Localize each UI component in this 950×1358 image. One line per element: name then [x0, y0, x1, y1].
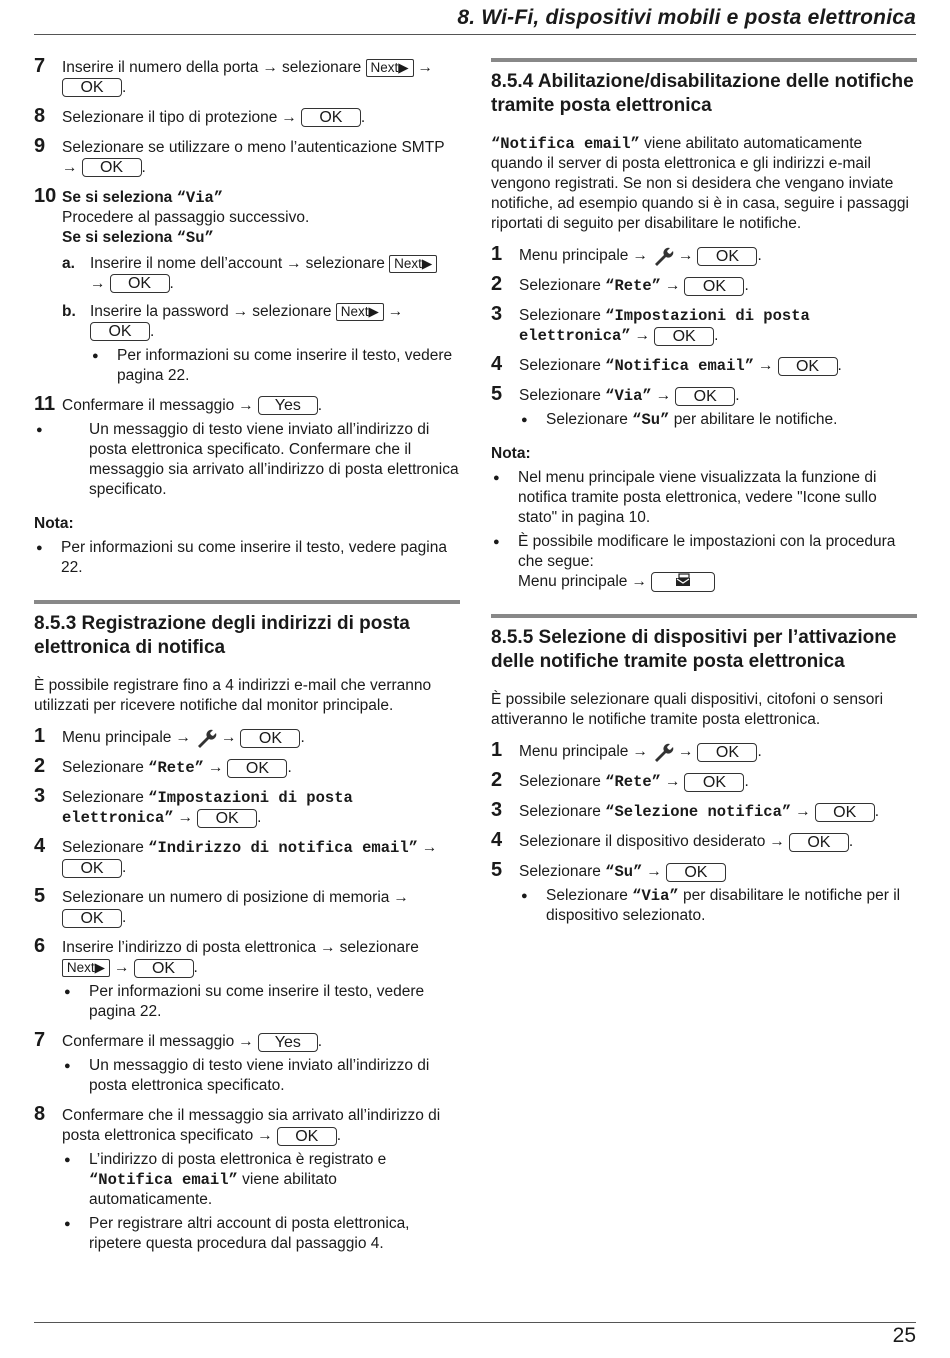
- bullet-item: ● Un messaggio di testo viene inviato all’indirizzo di posta elettronica specificato.: [62, 1056, 460, 1096]
- arrow-icon: →: [320, 939, 336, 957]
- step-text: Inserire l’indirizzo di posta elettronica: [62, 939, 317, 957]
- step-text: Selezionare: [519, 277, 601, 295]
- step-3: 3 Selezionare “Impostazioni di posta elettronica” → OK .: [491, 303, 810, 346]
- step-number: 11: [34, 393, 56, 415]
- substep-a: a. Inserire il nome dell’account → selezionare Next▶ → OK .: [62, 254, 460, 294]
- step-text: Selezionare: [519, 863, 601, 881]
- ok-key: OK: [675, 387, 735, 406]
- page-header-title: 8. Wi-Fi, dispositivi mobili e posta elettronica: [457, 6, 916, 29]
- option-value: “Notifica email”: [491, 135, 640, 153]
- step-text: Selezionare: [519, 773, 601, 791]
- note-label: Nota:: [491, 445, 531, 463]
- step-text: Selezionare: [62, 789, 144, 807]
- section-intro: [491, 134, 917, 234]
- option-value: “Via”: [176, 189, 224, 207]
- section-heading-855: 8.5.5 Selezione di dispositivi per l’attivazione delle notifiche tramite posta elettronica: [491, 627, 897, 673]
- ok-key: OK: [197, 809, 257, 828]
- bullet-text: per disabilitare le notifiche per il dispositivo selezionato.: [546, 887, 901, 925]
- option-value: “Selezione notifica”: [605, 803, 792, 822]
- ok-key: OK: [62, 909, 122, 928]
- left-column: [34, 55, 460, 1264]
- arrow-icon: →: [175, 729, 191, 747]
- substep-letter: a.: [62, 255, 75, 272]
- step-8: 8 Selezionare il tipo di protezione → OK .: [34, 105, 366, 127]
- ok-key: OK: [227, 759, 287, 778]
- step-text: Selezionare: [519, 387, 601, 405]
- ok-key: OK: [82, 158, 142, 177]
- next-key: Next▶: [366, 59, 414, 77]
- substep-letter: b.: [62, 303, 76, 320]
- step-number: 8: [34, 105, 46, 127]
- bullet-text: Menu principale: [518, 573, 628, 591]
- ok-key: OK: [684, 277, 744, 296]
- arrow-icon: →: [677, 247, 694, 265]
- section-intro: È possibile selezionare quali dispositivi, citofoni o sensori attiveranno le notifiche tramite posta elettronica.: [491, 691, 884, 729]
- bullet-item: [34, 420, 460, 500]
- ok-key: OK: [62, 78, 122, 97]
- next-key: Next▶: [62, 959, 110, 977]
- step-number: 2: [491, 769, 503, 792]
- bullet-item: ● Per informazioni su come inserire il testo, vedere pagina 22.: [62, 982, 460, 1022]
- step-number: 5: [34, 885, 46, 908]
- option-value: “Su”: [605, 863, 643, 882]
- bullet-item: [519, 410, 917, 430]
- right-column: [491, 58, 917, 936]
- step-number: 8: [34, 1103, 46, 1126]
- step-3: 3 Selezionare “Impostazioni di posta elettronica” → OK .: [34, 785, 353, 828]
- bullet-item: ● Per informazioni su come inserire il testo, vedere pagina 22.: [90, 346, 460, 386]
- arrow-icon: →: [238, 1033, 254, 1051]
- note-label: Nota:: [34, 515, 74, 532]
- step-number: 5: [491, 383, 503, 406]
- step-9: 9 Selezionare se utilizzare o meno l’autenticazione SMTP → OK .: [34, 135, 445, 177]
- step-number: 9: [34, 135, 46, 157]
- arrow-icon: →: [632, 247, 648, 265]
- yes-key: Yes: [258, 1033, 318, 1052]
- step-text: Confermare il messaggio: [62, 1033, 235, 1051]
- intro-text: viene abilitato automaticamente quando il server di posta elettronica e gli indirizzi e-mail vengono registrati. Se non si desidera che vengano inviate notifiche, ad esempio quando si è in casa, seguire i passaggi riportati di seguito per disabilitare le notifiche.: [491, 135, 909, 232]
- bullet-text: Selezionare: [546, 411, 628, 429]
- ok-key: OK: [110, 274, 170, 293]
- arrow-icon: →: [207, 759, 224, 777]
- arrow-icon: →: [646, 863, 662, 881]
- ok-key: OK: [90, 322, 150, 341]
- section-divider: [491, 614, 917, 618]
- ok-key: OK: [134, 959, 194, 978]
- arrow-icon: →: [769, 833, 785, 851]
- step-text: Selezionare: [519, 357, 601, 375]
- bullet-text: È possibile modificare le impostazioni con la procedura che segue:: [518, 533, 896, 571]
- step-text: Confermare che il messaggio sia arrivato all’indirizzo di posta elettronica specificato: [62, 1107, 441, 1145]
- step-text: Selezionare il dispositivo desiderato: [519, 833, 766, 851]
- step-text: Selezionare se utilizzare o meno l’autenticazione SMTP: [62, 139, 445, 156]
- option-value: “Su”: [632, 411, 670, 430]
- ok-key: OK: [697, 743, 757, 762]
- option-value: “Notifica email”: [89, 1171, 238, 1190]
- step-number: 3: [34, 785, 46, 808]
- step-text: selezionare: [339, 939, 419, 957]
- wrench-icon: [652, 742, 674, 762]
- ok-key: OK: [697, 247, 757, 266]
- arrow-icon: →: [632, 743, 648, 761]
- arrow-icon: →: [758, 357, 774, 375]
- ok-key: OK: [301, 108, 361, 127]
- step-text: Inserire il nome dell’account: [90, 255, 283, 272]
- step-number: 1: [491, 243, 503, 265]
- next-key: Next▶: [389, 255, 437, 273]
- step-2: 2 Selezionare “Rete” → OK .: [34, 755, 292, 778]
- ok-key: OK: [778, 357, 838, 376]
- step-5: 5 Selezionare “Via” → OK . ● Selezionare “Su” per abilitare le notifiche.: [491, 386, 917, 430]
- step-text: Menu principale: [519, 743, 629, 761]
- option-value: “Rete”: [148, 759, 204, 778]
- option-value: “Via”: [632, 887, 679, 906]
- note-bullet: ● Per informazioni su come inserire il testo, vedere pagina 22.: [34, 538, 460, 578]
- bullet-item: [519, 886, 917, 926]
- arrow-icon: →: [232, 303, 249, 320]
- step-number: 2: [491, 273, 503, 296]
- bullet-text: per abilitare le notifiche.: [673, 411, 838, 429]
- step-text: Inserire il numero della porta: [62, 59, 259, 76]
- step-4: 4 Selezionare “Indirizzo di notifica email” → OK .: [34, 835, 438, 877]
- arrow-icon: →: [421, 839, 438, 857]
- step-11: 11 Confermare il messaggio → Yes . ● Un messaggio di testo viene inviato all’indirizzo di posta elettronica specificato. Confermare che il messaggio sia arrivato all’indirizzo di posta elettronica specificato.: [34, 396, 460, 500]
- page-number: 25: [892, 1324, 916, 1347]
- bullet-item: [62, 1150, 460, 1210]
- ok-key: OK: [815, 803, 875, 822]
- arrow-icon: →: [281, 109, 297, 126]
- step-number: 6: [34, 935, 46, 958]
- arrow-icon: →: [664, 773, 681, 791]
- step-6: 6 Inserire l’indirizzo di posta elettronica → selezionare Next▶ → OK . ● Per informazioni su come inserire il testo, vedere pagina 22.: [34, 938, 460, 1022]
- step-text: Selezionare il tipo di protezione: [62, 109, 278, 126]
- arrow-icon: →: [387, 303, 404, 320]
- step-number: 2: [34, 755, 46, 778]
- step-text: Selezionare: [519, 307, 601, 325]
- step-text: Selezionare: [519, 803, 601, 821]
- arrow-icon: →: [393, 889, 409, 907]
- wrench-icon: [195, 728, 217, 748]
- ok-key: OK: [789, 833, 849, 852]
- bullet-text: Selezionare: [546, 887, 628, 905]
- condition-label: Se si seleziona: [62, 229, 173, 246]
- ok-key: OK: [62, 859, 122, 878]
- step-number: 4: [491, 353, 503, 376]
- step-text: selezionare: [252, 303, 332, 320]
- step-text: Selezionare: [62, 759, 144, 777]
- condition-label: Se si seleziona: [62, 189, 173, 206]
- step-2: 2 Selezionare “Rete” → OK .: [491, 273, 749, 296]
- bullet-text: L’indirizzo di posta elettronica è registrato e: [89, 1151, 387, 1169]
- arrow-icon: →: [238, 397, 254, 414]
- arrow-icon: →: [257, 1127, 273, 1145]
- step-text: Menu principale: [62, 729, 172, 747]
- option-value: “Impostazioni di posta elettronica”: [519, 307, 810, 346]
- arrow-icon: →: [664, 277, 681, 295]
- step-number: 3: [491, 303, 503, 326]
- yes-key: Yes: [258, 396, 318, 415]
- step-4: 4 Selezionare “Notifica email” → OK .: [491, 353, 842, 376]
- mail-menu-key: [651, 572, 715, 592]
- step-text: Procedere al passaggio successivo.: [62, 209, 310, 226]
- arrow-icon: →: [795, 803, 811, 821]
- step-8b: 8 Confermare che il messaggio sia arrivato all’indirizzo di posta elettronica specificato → OK . ● L’indirizzo di posta elettronica è registrato e “Notifica email” viene abilitato automaticamente. ● Per registrare altri account di posta elettronica, ripetere questa procedura dal passaggio 4.: [34, 1106, 460, 1254]
- step-number: 7: [34, 1029, 46, 1052]
- arrow-icon: →: [286, 255, 302, 272]
- arrow-icon: →: [262, 59, 278, 76]
- ok-key: OK: [666, 863, 726, 882]
- step-text: Selezionare un numero di posizione di memoria: [62, 889, 390, 907]
- option-value: “Su”: [176, 229, 214, 247]
- section-divider: [34, 600, 460, 604]
- header-rule: [34, 34, 916, 35]
- step-10: [34, 185, 460, 386]
- step-number: 7: [34, 55, 46, 77]
- ok-key: OK: [684, 773, 744, 792]
- note-bullet: [491, 532, 917, 592]
- ok-key: OK: [277, 1127, 337, 1146]
- mail-menu-icon: [674, 573, 692, 587]
- step-number: 10: [34, 185, 57, 207]
- step-text: Menu principale: [519, 247, 629, 265]
- option-value: “Impostazioni di posta elettronica”: [62, 789, 353, 828]
- bullet-text: viene abilitato automaticamente.: [89, 1171, 337, 1209]
- step-text: Selezionare: [62, 839, 144, 857]
- step-2: 2 Selezionare “Rete” → OK .: [491, 769, 749, 792]
- step-text: selezionare: [281, 59, 362, 76]
- step-5: [491, 859, 917, 926]
- step-number: 4: [34, 835, 46, 858]
- option-value: “Via”: [605, 387, 652, 406]
- step-number: 1: [491, 739, 503, 762]
- arrow-icon: →: [177, 809, 194, 827]
- option-value: “Indirizzo di notifica email”: [148, 839, 418, 858]
- substep-b: b. Inserire la password → selezionare Next▶ → OK . ● Per informazioni su come inserire il testo, vedere pagina 22.: [62, 302, 460, 386]
- step-number: 3: [491, 799, 503, 822]
- arrow-icon: →: [677, 743, 694, 761]
- step-7: 7 Inserire il numero della porta → selezionare Next▶ → OK .: [34, 55, 434, 97]
- note-bullet: ● Nel menu principale viene visualizzata la funzione di notifica tramite posta elettronica, vedere "Icone sullo stato" in pagina 10.: [491, 468, 917, 528]
- next-key: Next▶: [336, 303, 384, 321]
- step-1: 1 Menu principale → → OK .: [491, 739, 762, 762]
- step-1: 1 Menu principale → → OK .: [491, 243, 762, 265]
- section-intro: È possibile registrare fino a 4 indirizzi e-mail che verranno utilizzati per ricevere notifiche dal monitor principale.: [34, 677, 432, 714]
- ok-key: OK: [654, 327, 714, 346]
- arrow-icon: →: [114, 959, 130, 977]
- footer-rule: [34, 1322, 916, 1323]
- option-value: “Rete”: [605, 277, 661, 296]
- option-value: “Rete”: [605, 773, 661, 792]
- ok-key: OK: [240, 729, 300, 748]
- step-7b: 7 Confermare il messaggio → Yes . ● Un messaggio di testo viene inviato all’indirizzo di posta elettronica specificato.: [34, 1032, 460, 1096]
- arrow-icon: →: [634, 327, 651, 345]
- step-number: 5: [491, 859, 503, 882]
- step-number: 1: [34, 725, 46, 747]
- wrench-icon: [652, 246, 674, 266]
- step-text: Confermare il messaggio: [62, 397, 235, 414]
- section-divider: [491, 58, 917, 62]
- step-4: 4 Selezionare il dispositivo desiderato → OK .: [491, 829, 854, 852]
- step-text: Inserire la password: [90, 303, 229, 320]
- step-5: 5 Selezionare un numero di posizione di memoria → OK .: [34, 885, 409, 927]
- bullet-text: Un messaggio di testo viene inviato all’indirizzo di posta elettronica specificato. Confermare che il messaggio sia arrivato all’indirizzo di posta elettronica specificato.: [89, 421, 459, 498]
- option-value: “Notifica email”: [605, 357, 754, 376]
- arrow-icon: →: [631, 573, 647, 591]
- section-heading-854: 8.5.4 Abilitazione/disabilitazione delle notifiche tramite posta elettronica: [491, 71, 914, 116]
- step-number: 4: [491, 829, 503, 852]
- step-3: 3 Selezionare “Selezione notifica” → OK .: [491, 799, 880, 822]
- bullet-item: ● Per registrare altri account di posta elettronica, ripetere questa procedura dal passaggio 4.: [62, 1214, 460, 1254]
- step-1: 1 Menu principale → → OK .: [34, 725, 305, 747]
- arrow-icon: →: [90, 275, 106, 292]
- arrow-icon: →: [655, 387, 672, 405]
- section-heading-853: 8.5.3 Registrazione degli indirizzi di posta elettronica di notifica: [34, 613, 410, 658]
- step-text: selezionare: [305, 255, 385, 272]
- arrow-icon: →: [417, 59, 434, 76]
- arrow-icon: →: [62, 159, 78, 176]
- arrow-icon: →: [220, 729, 237, 747]
